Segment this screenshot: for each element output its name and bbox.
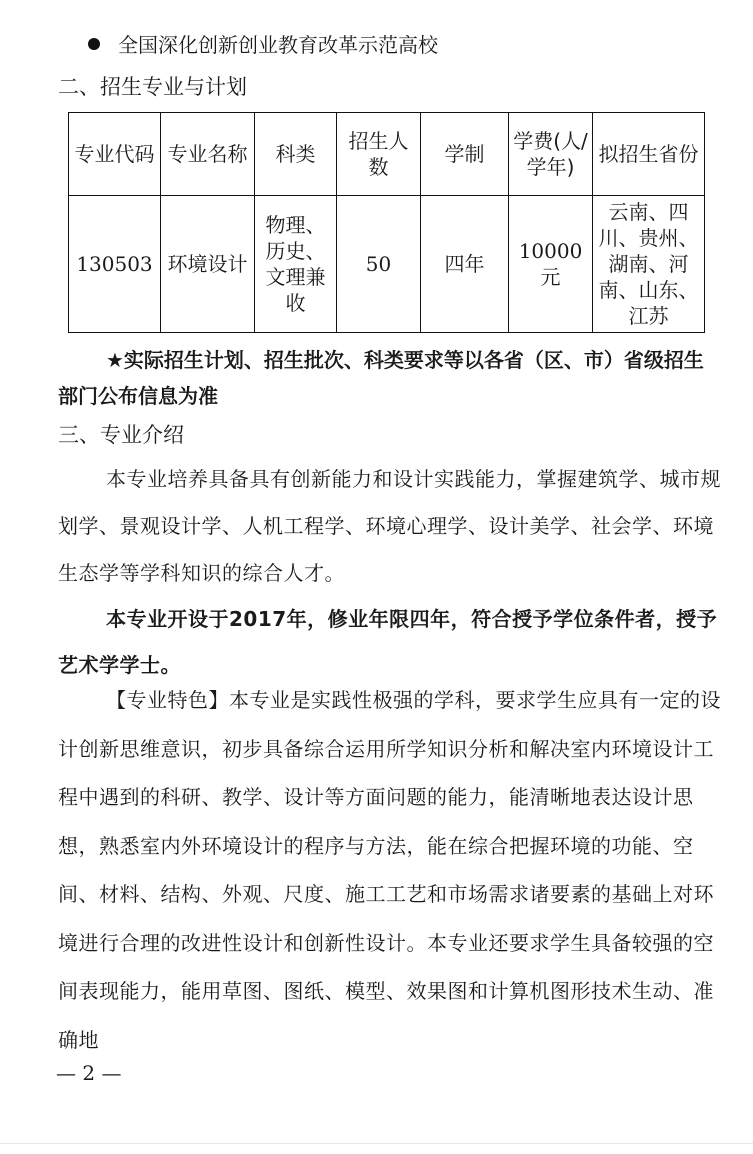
table-header-row bbox=[69, 113, 705, 196]
table-cell-duration: 四年 bbox=[421, 196, 509, 333]
bullet-dot-icon bbox=[88, 38, 100, 50]
table-row bbox=[69, 196, 705, 333]
bullet-text: 全国深化创新创业教育改革示范高校 bbox=[118, 33, 438, 57]
table-header-cell: 专业代码 bbox=[69, 113, 161, 196]
table-header-cell: 学制 bbox=[421, 113, 509, 196]
table-header-cell: 科类 bbox=[255, 113, 337, 196]
paragraph-features: 【专业特色】本专业是实践性极强的学科，要求学生应具有一定的设计创新思维意识，初步具备综合运用所学知识分析和解决室内环境设计工程中遇到的科研、教学、设计等方面问题的能力，能清晰地表达设计思想，熟悉室内外环境设计的程序与方法，能在综合把握环境的功能、空间、材料、结构、外观、尺度、施工工艺和市场需求诸要素的基础上对环境进行合理的改进性设计和创新性设计。本专业还要求学生具备较强的空间表现能力，能用草图、图纸、模型、效果图和计算机图形技术生动、准确地 bbox=[58, 688, 721, 1052]
paragraph-training-goal: 本专业培养具备具有创新能力和设计实践能力，掌握建筑学、城市规划学、景观设计学、人机工程学、环境心理学、设计美学、社会学、环境生态学等学科知识的综合人才。 bbox=[58, 467, 721, 585]
page-number: — 2 — bbox=[56, 1061, 122, 1085]
table-header-cell: 招生人数 bbox=[337, 113, 421, 196]
paragraph-degree-info: 本专业开设于2017年，修业年限四年，符合授予学位条件者，授予艺术学学士。 bbox=[58, 607, 718, 677]
section-heading-enrollment: 二、招生专业与计划 bbox=[58, 75, 247, 99]
table-cell-category: 物理、历史、文理兼收 bbox=[255, 196, 337, 333]
enrollment-table bbox=[68, 112, 705, 333]
page-bottom-divider bbox=[0, 1143, 753, 1144]
bullet-item bbox=[88, 30, 438, 60]
table-cell-quota: 50 bbox=[337, 196, 421, 333]
table-cell-provinces: 云南、四川、贵州、湖南、河南、山东、江苏 bbox=[593, 196, 705, 333]
table-cell-tuition: 10000元 bbox=[509, 196, 593, 333]
table-header-cell: 拟招生省份 bbox=[593, 113, 705, 196]
table-cell-name: 环境设计 bbox=[161, 196, 255, 333]
table-header-cell: 专业名称 bbox=[161, 113, 255, 196]
table-cell-code: 130503 bbox=[69, 196, 161, 333]
table-header-cell: 学费(人/学年) bbox=[509, 113, 593, 196]
section-heading-introduction: 三、专业介绍 bbox=[58, 423, 184, 447]
enrollment-note: ★实际招生计划、招生批次、科类要求等以各省（区、市）省级招生部门公布信息为准 bbox=[58, 348, 704, 408]
